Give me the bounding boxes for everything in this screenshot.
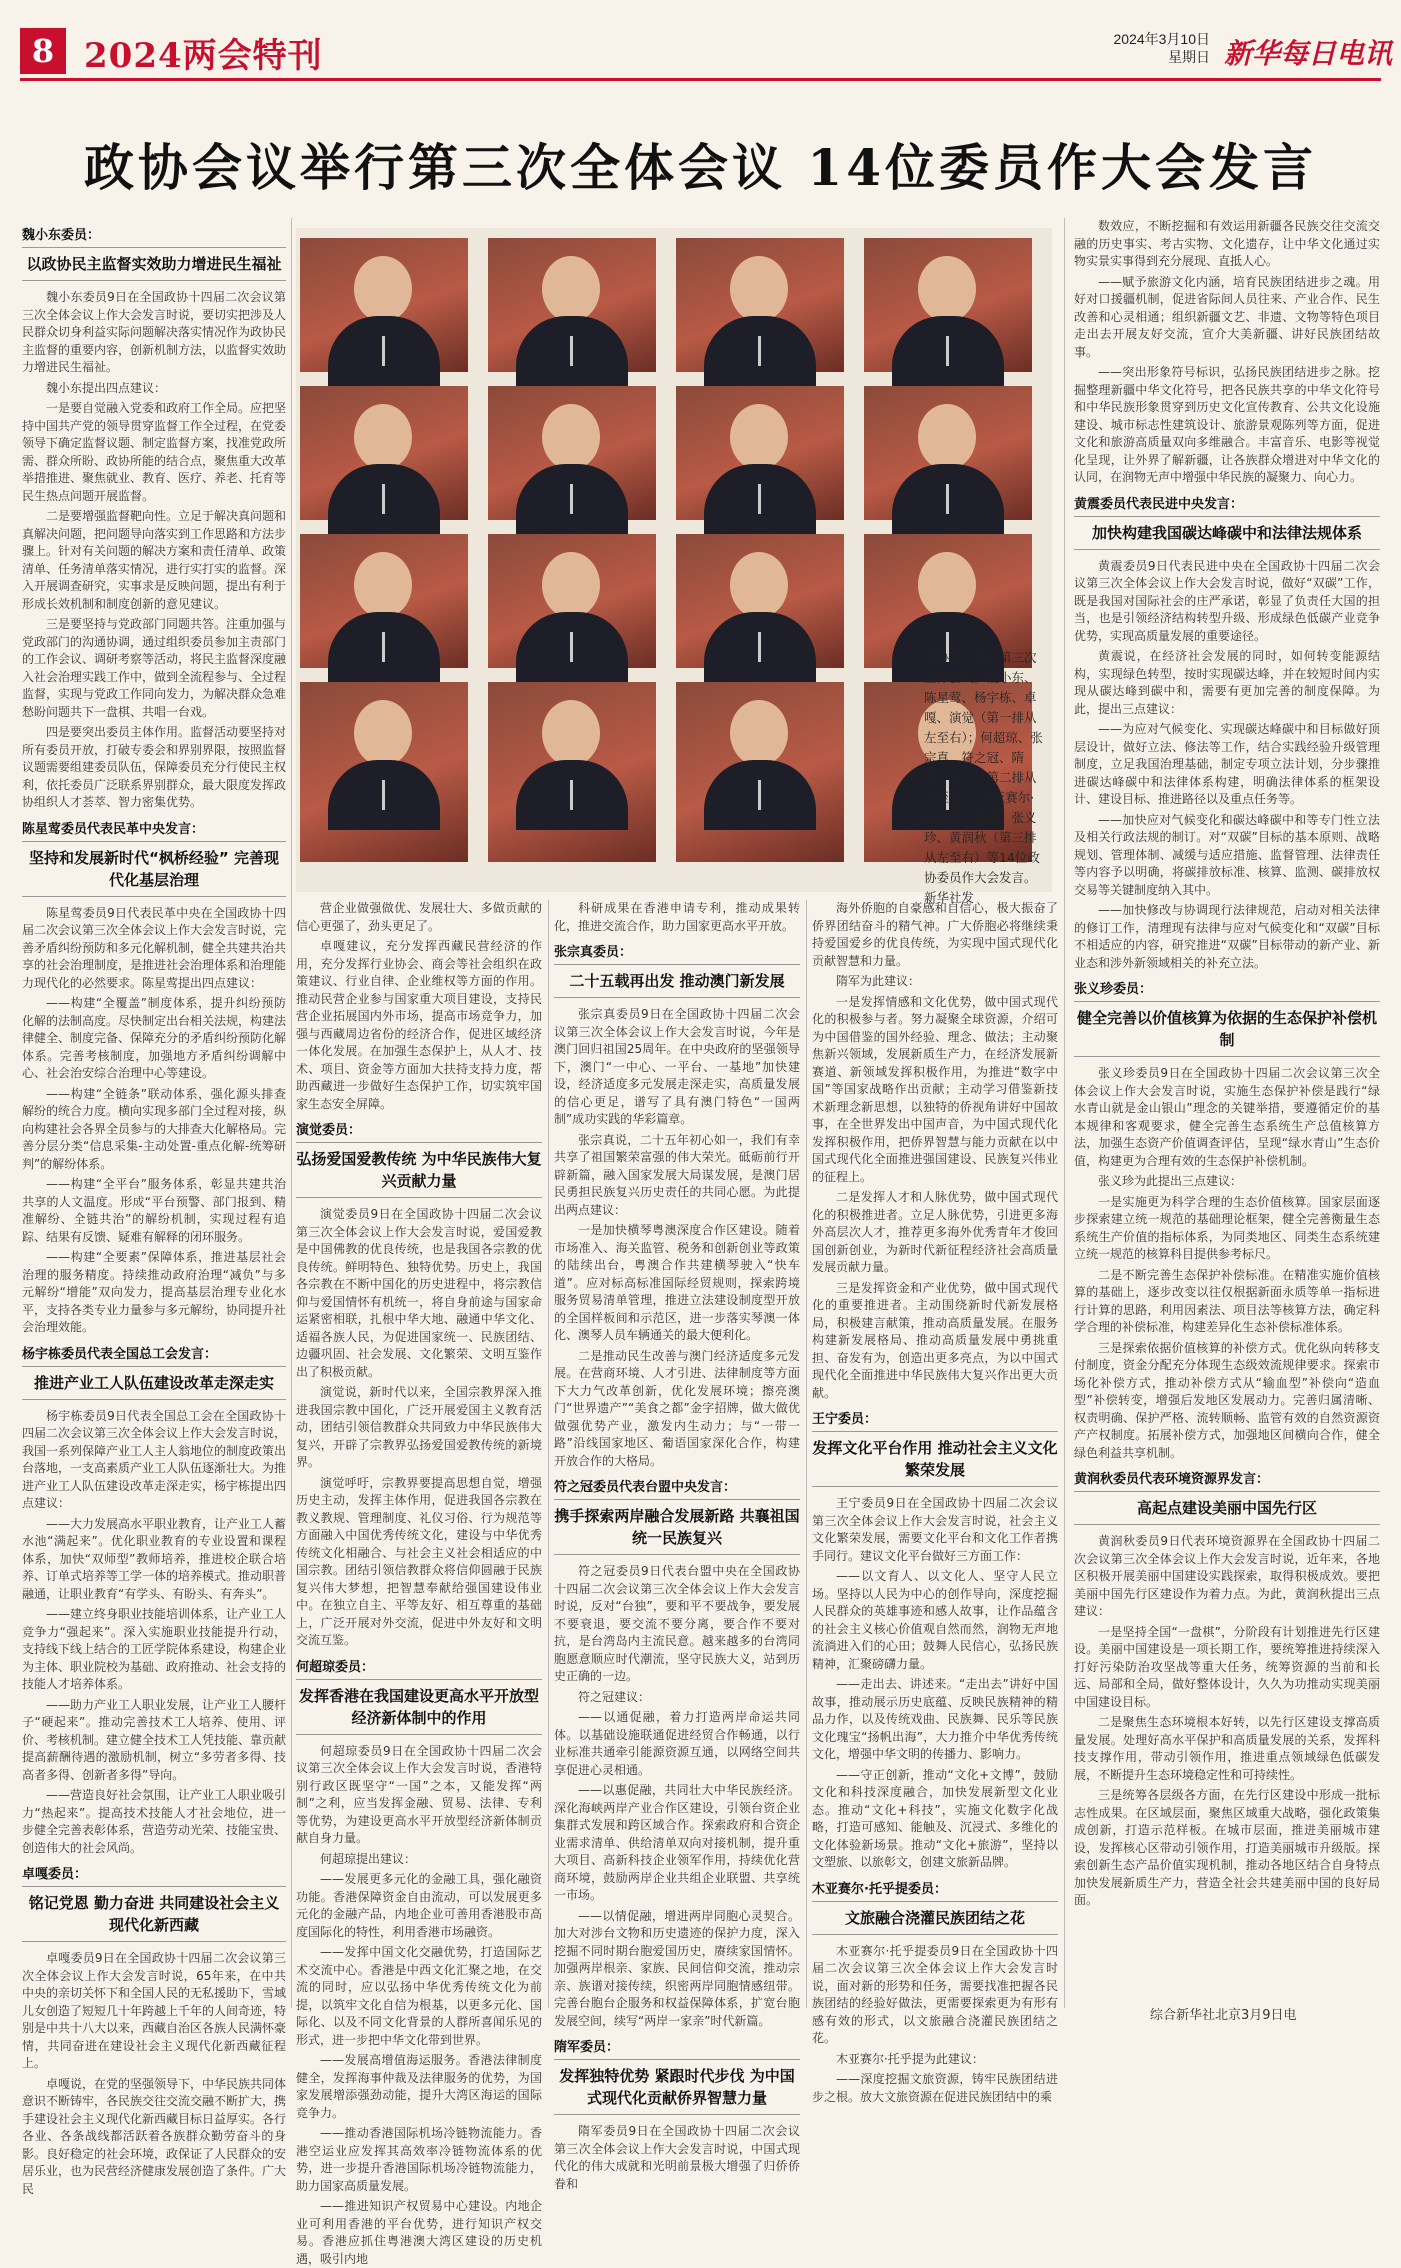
speaker-name: 杨宇栋委员代表全国总工会发言：: [22, 1346, 218, 1362]
article-subhead: 推进产业工人队伍建设改革走深走实: [22, 1366, 286, 1400]
column-1: [22, 218, 287, 2196]
speaker-name: 魏小东委员：: [22, 228, 101, 243]
speaker-photo: [300, 682, 468, 862]
speaker-photo: [300, 386, 468, 520]
date-block: [1100, 30, 1210, 66]
body-paragraph: ——发展高增值海运服务。香港法律制度健全，发挥海事仲裁及法律服务的优势，为国家发展增添强劲动能，提升大湾区海运的国际竞争力。: [296, 2053, 542, 2120]
body-paragraph: ——加快应对气候变化和碳达峰碳中和等专门性立法及相关行政法规的制订。对“双碳”目标的基本原则、战略规划、管理体制、减缓与适应措施、监督管理、法律责任等内容予以明确，将碳排放标准、核算、监测、碳排放权交易等关键制度纳入其中。: [1074, 812, 1380, 897]
body-paragraph: 隋军为此建议：: [836, 974, 921, 988]
body-paragraph: ——构建“全要素”保障体系，推进基层社会治理的服务精度。持续推动政府治理“减负”与多元解纷“增能”双向发力，提高基层治理专业化水平，支持各类专业力量参与多元解纷，协同提升社会治理效能。: [22, 1250, 287, 1334]
article-subhead: 文旅融合浇灌民族团结之花: [812, 1901, 1058, 1935]
speaker-name: 演觉委员：: [296, 1123, 362, 1138]
body-paragraph: 张宗真说，二十五年初心如一，我们有幸共享了祖国繁荣富强的伟大荣光。砥砺前行开辟新篇，融入国家发展大局谋发展，是澳门居民勇担民族复兴历史责任的共同心愿。为此提出两点建议：: [554, 1132, 800, 1217]
body-paragraph: ——发挥中国文化交融优势，打造国际艺术交流中心。香港是中西文化汇聚之地，在交流的同时，应以弘扬中华优秀传统文化为前提，以筑牢文化自信为根基，以更多元化、国际化、以及不同文化背景的人群所喜闻乐见的形式，进一步把中华文化带到世界。: [296, 1945, 542, 2047]
column-divider: [1064, 218, 1065, 2008]
body-paragraph: 一是要自觉融入党委和政府工作全局。应把坚持中国共产党的领导贯穿监督工作全过程，在党委领导下确定监督议题、制定监督方案，找准党政所需、群众所盼、政协所能的结合点，聚焦重大改革举措推进、聚焦就业、教育、医疗、养老、托育等民生热点问题开展监督。: [22, 401, 287, 503]
column-4: [812, 900, 1058, 2104]
body-paragraph: 魏小东提出四点建议：: [46, 380, 167, 395]
body-paragraph: ——推进知识产权贸易中心建设。内地企业可利用香港的平台优势，进行知识产权交易。香港应抓住粤港澳大湾区建设的历史机遇，吸引内地: [296, 2199, 542, 2266]
body-paragraph: ——大力发展高水平职业教育，让产业工人蓄水池“满起来”。优化职业教育的专业设置和课程体系，加快“双师型”教师培养，推进校企联合培养、订单式培养等工学一体的培养模式。推动职普融通，让职业教育“有学头、有盼头、有奔头”。: [22, 1516, 287, 1601]
body-paragraph: ——助力产业工人职业发展，让产业工人腰杆子“硬起来”。推动完善技术工人培养、使用、评价、考核机制。建立健全技术工人凭技能、靠贡献提高薪酬待遇的激励机制，树立“多劳者多得、技高者多得、创新者多得”导向。: [22, 1697, 287, 1782]
body-paragraph: ——赋予旅游文化内涵，培育民族团结进步之魂。用好对口援疆机制，促进省际间人员往来、产业合作、民生改善和心灵相通；组织新疆文艺、非遗、文物等特色项目走出去开展友好交流，宣介大美新疆、讲好民族团结故事。: [1074, 274, 1380, 359]
article-subhead: 健全完善以价值核算为依据的生态保护补偿机制: [1074, 1001, 1380, 1057]
photo-caption: 政协会议举行第三次全体会议。魏小东、陈星莺、杨宇栋、卓嘎、演觉（第一排从左至右）；何超琼、张宗真、符之冠、隋军、王宁（第二排从左至右）；木亚赛尔·托乎提、黄震、张义珍、黄润秋（第三排从左至右）等14位政协委员作大会发言。 新华社发: [924, 650, 1043, 905]
speaker-photo: [864, 386, 1032, 520]
body-paragraph: ——营造良好社会氛围，让产业工人职业吸引力“热起来”。提高技术技能人才社会地位，进一步健全完善表彰体系，营造劳动光荣、技能宝贵、创造伟大的社会风尚。: [22, 1788, 287, 1855]
body-paragraph: 黄震说，在经济社会发展的同时，如何转变能源结构，实现绿色转型，按时实现碳达峰，并在较短时间内实现从碳达峰到碳中和，需要有更加完善的制度保障。为此，提出三点建议：: [1074, 649, 1380, 716]
speaker-photo: [676, 238, 844, 372]
body-paragraph: ——走出去、讲述来。“走出去”讲好中国故事，推动展示历史底蕴、反映民族精神的精品力作，以及传统戏曲、民族舞、民乐等民族文化瑰宝“扬帆出海”，大力推介中华优秀传统文化，增强中华文明的传播力、影响力。: [812, 1677, 1058, 1761]
article-subhead: 发挥香港在我国建设更高水平开放型经济新体制中的作用: [296, 1679, 542, 1735]
speaker-name: 黄润秋委员代表环境资源界发言：: [1074, 1472, 1270, 1487]
body-paragraph: 张宗真委员9日在全国政协十四届二次会议第三次全体会议上作大会发言时说，今年是澳门回归祖国25周年。在中央政府的坚强领导下，澳门“一中心、一平台、一基地”加快建设，经济适度多元发展走深走实，高质量发展的信心更足，谱写了具有澳门特色“一国两制”成功实践的华彩篇章。: [554, 1007, 800, 1126]
speaker-name: 张宗真委员：: [554, 945, 633, 960]
speaker-photo: [488, 534, 656, 668]
speaker-photo: [676, 682, 844, 862]
body-paragraph: 张义珍为此提出三点建议：: [1098, 1174, 1243, 1188]
body-paragraph: 黄润秋委员9日代表环境资源界在全国政协十四届二次会议第三次全体会议上作大会发言时说，近年来，各地区积极开展美丽中国建设实践探索，取得积极成效。要把美丽中国先行区建设作为着力点。为此，黄润秋提出三点建议：: [1074, 1534, 1380, 1618]
article-subhead: 弘扬爱国爱教传统 为中华民族伟大复兴贡献力量: [296, 1142, 542, 1198]
body-paragraph: 三是发挥资金和产业优势，做中国式现代化的重要推进者。主动围绕新时代新发展格局，积极建言献策，推动高质量发展。在服务构建新发展格局、推动高质量发展中勇挑重担、奋发有为，创造出更多亮点，为以中国式现代化全面推进中华民族伟大复兴作出更大贡献。: [812, 1280, 1058, 1400]
body-paragraph: 符之冠建议：: [578, 1689, 651, 1704]
body-paragraph: 黄震委员9日代表民进中央在全国政协十四届二次会议第三次全体会议上作大会发言时说，做好“双碳”工作，既是我国对国际社会的庄严承诺，彰显了负责任大国的担当，也是引领经济结构转型升级、形成绿色低碳产业竞争优势，实现高质量发展的重要途径。: [1074, 558, 1380, 643]
article-subhead: 坚持和发展新时代“枫桥经验” 完善现代化基层治理: [22, 841, 286, 897]
article-subhead: 发挥文化平台作用 推动社会主义文化繁荣发展: [812, 1431, 1058, 1487]
article-subhead: 高起点建设美丽中国先行区: [1074, 1491, 1380, 1525]
body-paragraph: 陈星莺委员9日代表民革中央在全国政协十四届二次会议第三次全体会议上作大会发言时说，完善矛盾纠纷预防和多元化解机制，健全共建共治共享的社会治理制度，是推进社会治理体系和治理能力现代化的必然要求。陈星莺提出四点建议：: [22, 905, 287, 990]
body-paragraph: 魏小东委员9日在全国政协十四届二次会议第三次全体会议上作大会发言时说，要切实把涉及人民群众切身利益实际问题解决落实情况作为政协民主监督的重要内容，创新机制方法，以监督实效助力增进民生福祉。: [22, 290, 287, 374]
body-paragraph: ——以文育人、以文化人、坚守人民立场。坚持以人民为中心的创作导向，深度挖掘人民群众的英雄事迹和感人故事，让作品蕴含的社会主义核心价值观自然而然，润物无声地流淌进入们的心田；鼓舞人民信心，弘扬民族精神，汇聚磅礴力量。: [812, 1569, 1058, 1671]
body-paragraph: ——构建“全平台”服务体系，彰显共建共治共享的人文温度。形成“平台预警、部门报到、精准解纷、全链共治”的解纷机制，实现过程有追踪、结果有反馈、疑难有解释的闭环服务。: [22, 1177, 286, 1244]
body-paragraph: 科研成果在香港申请专利，推动成果转化，推进交流合作，助力国家更高水平开放。: [554, 901, 800, 933]
speaker-name: 隋军委员：: [554, 2040, 620, 2055]
body-paragraph: 二是不断完善生态保护补偿标准。在精准实施价值核算的基础上，逐步改变以往仅根据新面永质等单一指标进行计算的思路，利用因素法、项目法等核算方法，确定科学合理的补偿标准，构建差异化生态补偿标准体系。: [1074, 1267, 1380, 1334]
article-subhead: 铭记党恩 勤力奋进 共同建设社会主义现代化新西藏: [22, 1886, 286, 1942]
body-paragraph: 二是发挥人才和人脉优势，做中国式现代化的积极推进者。立足人脉优势，引进更多海外高层次人才，推荐更多海外优秀青年才俊回国创新创业，为新时代新征程经济社会高质量发展贡献力量。: [812, 1190, 1058, 1274]
body-paragraph: ——以情促融，增进两岸同胞心灵契合。加大对涉台文物和历史遗迹的保护力度，深入挖掘不同时期台胞爱国历史，赓续家国情怀。加强两岸根亲、家族、民间信仰交流，推动宗亲、族谱对接传续，织密两岸同胞情感纽带。完善台胞台企服务和权益保障体系，扩宽台胞发展空间，续写“两岸一家亲”时代新篇。: [554, 1908, 800, 2028]
body-paragraph: ——为应对气候变化、实现碳达峰碳中和目标做好顶层设计，做好立法、修法等工作，结合实践经验升级管理制度，立足我国治理基础，制定专项立法计划，分步骤推进碳达峰碳中和法律体系构建，明确法律体系的框架设计、建设目标、推进路径以及重点任务等。: [1074, 722, 1380, 806]
body-paragraph: 一是实施更为科学合理的生态价值核算。国家层面逐步探索建立统一规范的基础理论框架，健全完善衡量生态系统生产价值的指标体系，为同类地区、同类生态系统建立统一规范的核算科目提供参考标尺。: [1074, 1194, 1380, 1261]
speaker-photo: [300, 238, 468, 372]
body-paragraph: ——突出形象符号标识，弘扬民族团结进步之脉。挖掘整理新疆中华文化符号，把各民族共享的中华文化符号和中华民族形象贯穿到历史文化宣传教育、公共文化设施建设、城市标志性建筑设计、旅游景观陈列等方面，促进文化和旅游高质量双向多维融合。丰富音乐、电影等视觉化呈现，让外界了解新疆，让各族群众增进对中华文化的认同，在润物无声中增强中华民族的凝聚力、向心力。: [1074, 365, 1380, 484]
speaker-name: 木亚赛尔·托乎提委员：: [812, 1881, 947, 1897]
section-title: 2024两会特刊: [84, 36, 323, 76]
body-paragraph: 一是发挥情感和文化优势，做中国式现代化的积极参与者。努力凝聚全球资源，介绍可为中国借鉴的国外经验、理念、做法；主动聚焦新兴领域，发展新质生产力，在经济发展新赛道、新领域发挥积极作用，为推进“数字中国”等国家战略作出贡献；主动学习借鉴新技术新理念新思想，以独特的侨视角讲好中国故事，在全世界发出中国声音，为中国式现代化发挥积极作用，把侨界智慧与能力贡献在以中国式现代化全面推进强国建设、民族复兴伟业的征程上。: [812, 994, 1058, 1184]
body-paragraph: 王宁委员9日在全国政协十四届二次会议第三次全体会议上作大会发言时说，社会主义文化繁荣发展，需要文化平台和文化工作者携手同行。建议文化平台做好三方面工作：: [812, 1496, 1058, 1563]
body-paragraph: ——深度挖掘文旅资源，铸牢民族团结进步之根。放大文旅资源在促进民族团结中的乘: [812, 2072, 1058, 2104]
body-paragraph: 符之冠委员9日代表台盟中央在全国政协十四届二次会议第三次全体会议上作大会发言时说，反对“台独”，要和平不要战争，要发展不要衰退，要交流不要分离，要合作不要对抗，是台湾岛内主流民意。越来越多的台湾同胞愿意顺应时代潮流，坚守民族大义，站到历史正确的一边。: [554, 1564, 800, 1683]
body-paragraph: 二是推动民生改善与澳门经济适度多元发展。在营商环境、人才引进、法律制度等方面下大力气改革创新，优化发展环境；擦亮澳门“世界遗产”“美食之都”金字招牌，做大做优做强优势产业，激发内生动力；与“一带一路”沿线国家地区、葡语国家深化合作，构建开放合作的大格局。: [554, 1348, 800, 1468]
body-paragraph: 张义珍委员9日在全国政协十四届二次会议第三次全体会议上作大会发言时说，实施生态保护补偿是践行“绿水青山就是金山银山”理念的关键举措，要遵循定价的基本规律和客观要求，健全完善生态系统生产总值核算方法，加强生态资产价值调查评估，呈现“绿水青山”生态价值，构建更为合理有效的生态保护补偿机制。: [1074, 1066, 1380, 1168]
speaker-photo: [488, 386, 656, 520]
body-paragraph: 何超琼委员9日在全国政协十四届二次会议第三次全体会议上作大会发言时说，香港特别行政区既坚守“一国”之本，又能发挥“两制”之利，应当发挥金融、贸易、法律、专利等优势，为建设更高水平开放型经济新体制贡献自身力量。: [296, 1743, 542, 1845]
issue-weekday: 星期日: [1168, 49, 1210, 65]
body-paragraph: 四是要突出委员主体作用。监督活动要坚持对所有委员开放，打破专委会和界别界限，按照监督议题需要组建委员队伍，保障委员充分行使民主权利，依托委员广泛联系界别群众，最大限度发挥政协组织人才荟萃、智力密集优势。: [22, 725, 287, 809]
body-paragraph: ——以通促融，着力打造两岸命运共同体。以基础设施联通促进经贸合作畅通，以行业标准共通牵引能源资源互通，以网络空间共享促进心灵相通。: [554, 1710, 800, 1777]
body-paragraph: 木亚赛尔·托乎提为此建议：: [836, 2051, 984, 2066]
body-paragraph: 数效应，不断挖掘和有效运用新疆各民族交往交流交融的历史事实、考古实物、文化遗存，让中华文化通过实物实景实事得到充分展现、直抵人心。: [1074, 219, 1380, 268]
body-paragraph: 演觉说，新时代以来，全国宗教界深入推进我国宗教中国化，广泛开展爱国主义教育活动，团结引领信教群众共同致力中华民族伟大复兴，开辟了宗教界弘扬爱国爱教传统的新境界。: [296, 1385, 542, 1469]
body-paragraph: ——加快修改与协调现行法律规范，启动对相关法律的修订工作，清理现有法律与应对气候变化和“双碳”目标不相适应的内容，研究推进“双碳”目标带动的新产业、新业态和涉外新领域相关的补充立法。: [1074, 903, 1380, 970]
speaker-name: 张义珍委员：: [1074, 982, 1153, 997]
main-headline: 政协会议举行第三次全体会议 14位委员作大会发言: [84, 138, 1317, 197]
body-paragraph: 隋军委员9日在全国政协十四届二次会议第三次全体会议上作大会发言时说，中国式现代化的伟大成就和光明前景极大增强了归侨侨眷和: [554, 2124, 800, 2191]
speaker-name: 王宁委员：: [812, 1412, 878, 1427]
body-paragraph: ——构建“全链条”联动体系，强化源头排查解纷的统合力度。横向实现多部门全过程对接，纵向构建社会各界全员参与的大排查大化解格局。完善分层分类“信息采集-主动处置-重点化解-统筹研判”的解纷体系。: [22, 1086, 287, 1171]
body-paragraph: 杨宇栋委员9日代表全国总工会在全国政协十四届二次会议第三次全体会议上作大会发言时说，我国一系列保障产业工人主人翁地位的制度政策出台落地，一支高素质产业工人队伍逐渐壮大。为推进产业工人队伍建设改革走深走实，杨宇栋提出四点建议：: [22, 1408, 287, 1510]
speaker-name: 卓嘎委员：: [22, 1867, 88, 1882]
body-paragraph: 三是要坚持与党政部门同题共答。注重加强与党政部门的沟通协调，通过组织委员参加主责部门的工作会议、调研考察等活动，将民主监督深度融入社会治理实践工作中，做到全流程参与、全过程监督，实现与党政工作同向发力，为解决群众急难愁盼问题共下一盘棋、共唱一台戏。: [22, 617, 287, 719]
speaker-photo: [676, 534, 844, 668]
page-header: [0, 0, 1401, 80]
body-paragraph: 二是要增强监督靶向性。立足于解决真问题和真解决问题，把问题导向落实到工作思路和方法步骤上。针对有关问题的解决方案和责任清单、政策清单、任务清单落实情况，进行实打实的监督。深入开展调查研究，实事求是反映问题，提出有利于形成长效机制和制度创新的意见建议。: [22, 509, 287, 611]
body-paragraph: 木亚赛尔·托乎提委员9日在全国政协十四届二次会议第三次全体会议上作大会发言时说，面对新的形势和任务，需要找准把握各民族团结的经验好做法，更需要探索更为有形有感有效的形式，以文旅融合浇灌民族团结之花。: [812, 1943, 1058, 2045]
speaker-name: 符之冠委员代表台盟中央发言：: [554, 1480, 737, 1495]
issue-date: 2024年3月10日: [1113, 31, 1210, 47]
header-divider: [20, 78, 1381, 81]
column-divider: [806, 900, 807, 2008]
article-subhead: 以政协民主监督实效助力增进民生福祉: [22, 247, 286, 281]
body-paragraph: 演觉委员9日在全国政协十四届二次会议第三次全体会议上作大会发言时说，爱国爱教是中国佛教的优良传统，也是我国各宗教的优良传统。鲜明特色、独特优势。历史上，我国各宗教在不断中国化的历史进程中，将宗教信仰与爱国情怀有机统一，将自身前途与国家命运紧密相联，扎根中华大地、融通中华文化、适福各族人民，为促进国家统一、民族团结、边疆巩固、社会发展、文化繁荣、文明互鉴作出了积极贡献。: [296, 1207, 542, 1379]
speaker-name: 黄震委员代表民进中央发言：: [1074, 496, 1244, 512]
speaker-name: 陈星莺委员代表民革中央发言：: [22, 821, 205, 837]
article-subhead: 加快构建我国碳达峰碳中和法律法规体系: [1074, 516, 1380, 550]
article-subhead: 携手探索两岸融合发展新路 共襄祖国统一民族复兴: [554, 1499, 800, 1555]
body-paragraph: 卓嘎说，在党的坚强领导下，中华民族共同体意识不断铸牢，各民族交往交流交融不断扩大，携手建设社会主义现代化新西藏目标日益厚实。各行各业、各条战线都活跃着各族群众勤劳奋斗的身影。良好稳定的社会环境，政保证了人民群众的安居乐业，也为民营经济健康发展创造了条件。广大民: [22, 2076, 287, 2196]
body-paragraph: 海外侨胞的自豪感和自信心，极大振奋了侨界团结奋斗的精气神。广大侨胞必将继续秉持爱国爱乡的优良传统，为实现中国式现代化贡献智慧和力量。: [812, 901, 1058, 968]
body-paragraph: ——推动香港国际机场冷链物流能力。香港空运业应发挥其高效率冷链物流体系的优势，进一步提升香港国际机场冷链物流能力，助力国家高质量发展。: [296, 2126, 542, 2193]
body-paragraph: 卓嘎建议，充分发挥西藏民营经济的作用，充分发挥行业协会、商会等社会组织在政策建议、行业自律、企业维权等方面的作用。推动民营企业参与国家重大项目建设，支持民营企业拓展国内外市场，提高市场竞争力，加强与西藏周边省份的经济合作，促进区域经济一体化发展。在加强生态保护上，从人才、技术、项目、资金等方面加大扶持支持力度，帮助西藏进一步做好生态保护工作，切实筑牢国家生态安全屏障。: [296, 939, 542, 1111]
speaker-photo: [676, 386, 844, 520]
column-divider: [548, 900, 549, 2008]
body-paragraph: 二是聚焦生态环境根本好转，以先行区建设支撑高质量发展。处理好高水平保护和高质量发展的关系，发挥科技支撑作用，带动引领作用，推进重点领域绿色低碳发展，不断提升生态环境稳定性和可持续性。: [1074, 1715, 1380, 1782]
body-paragraph: 一是坚持全国“一盘棋”，分阶段有计划推进先行区建设。美丽中国建设是一项长期工作，要统筹推进持续深入打好污染防治攻坚战等重大任务，统筹资源的当前和长远、局部和全局，做好整体设计，久久为功推动实现美丽中国建设目标。: [1074, 1624, 1380, 1709]
article-subhead: 发挥独特优势 紧跟时代步伐 为中国式现代化贡献侨界智慧力量: [554, 2059, 800, 2115]
masthead-logo: 新华每日电讯: [1224, 37, 1393, 70]
body-paragraph: 演觉呼吁，宗教界要提高思想自觉，增强历史主动，发挥主体作用，促进我国各宗教在教义教规、管理制度、礼仪习俗、行为规范等方面融入中国优秀传统文化，建设与中华优秀传统文化相融合、与社会主义社会相适应的中国宗教。团结引领信教群众将信仰圆融于民族复兴伟大梦想，把智慧奉献给强国建设伟业中。在独立自主、平等友好、相互尊重的基础上，广泛开展对外交流，促进中外友好和文明交流互鉴。: [296, 1475, 542, 1647]
speaker-photo: [488, 682, 656, 862]
speaker-photo: [300, 534, 468, 668]
body-paragraph: 营企业做强做优、发展壮大、多做贡献的信心更强了，劲头更足了。: [296, 901, 542, 933]
body-paragraph: ——以惠促融，共同壮大中华民族经济。深化海峡两岸产业合作区建设，引领台资企业集群式发展和跨区域合作。探索政府和合资企业需求清单、供给清单双向对接机制，提升重大项目、高新科技企业领军作用，持续优化营商环境，鼓励两岸企业共组企业联盟、共享统一市场。: [554, 1783, 800, 1902]
body-paragraph: ——守正创新，推动“文化+文博”，鼓励文化和科技深度融合，加快发展新型文化业态。推动“文化+科技”，实施文化数字化战略，打造可感知、能触及、沉浸式、多维化的文化体验新场景。推动“文化+旅游”，坚持以文塑旅、以旅彰文，创建文旅新品牌。: [812, 1767, 1058, 1869]
dateline: 综合新华社北京3月9日电: [1150, 2008, 1297, 2023]
column-5: [1074, 218, 1380, 1998]
body-paragraph: 一是加快横琴粤澳深度合作区建设。随着市场准入、海关监管、税务和创新创业等政策的陆续出台，粤澳合作共建横琴驶入“快车道”。应对标高标准国际经贸规则，探索跨境服务贸易清单管理，推进立法建设制度型开放的全国样板间和示范区，进一步落实琴澳一体化、澳琴人员车辆通关的最大便利化。: [554, 1223, 800, 1342]
speaker-name: 何超琼委员：: [296, 1659, 375, 1675]
body-paragraph: ——构建“全覆盖”制度体系，提升纠纷预防化解的法制高度。尽快制定出台相关法规，构建法律健全、制度完备、保障充分的矛盾纠纷预防化解体系。完善考核制度，加强地方矛盾纠纷调解中心、社会治安综合治理中心等建设。: [22, 996, 287, 1080]
body-paragraph: 三是探索依据价值核算的补偿方式。优化纵向转移支付制度，资金分配充分体现生态级效流规律要求。探索市场化补偿方式，推动补偿方式从“输血型”补偿向“造血型”补偿转变，增强后发地区发展动力。完善归属清晰、权责明确、保护严格、流转顺畅、监管有效的自然资源资产产权制度。拓展补偿方式，加强地区间横向合作，健全绿色利益共享机制。: [1074, 1340, 1380, 1460]
body-paragraph: 三是统筹各层级各方面，在先行区建设中形成一批标志性成果。在区域层面，聚焦区域重大战略，强化政策集成创新，打造示范样板。在城市层面，推进美丽城市建设，发挥核心区带动引领作用，打造美丽城市升级版。探索创新生态产品价值实现机制，推动各地区结合自身特点加快发展新质生产力，营造全社会共建美丽中国的良好局面。: [1074, 1788, 1380, 1907]
speaker-photo: [488, 238, 656, 372]
article-subhead: 二十五载再出发 推动澳门新发展: [554, 964, 800, 998]
body-paragraph: 卓嘎委员9日在全国政协十四届二次会议第三次全体会议上作大会发言时说，65年来，在中共中央的亲切关怀下和全国人民的无私援助下，雪域儿女创造了短短几十年跨越上千年的人间奇迹，特别是中共十八大以来，西藏自治区各族人民满怀豪情，共同奋进在建设社会主义现代化新西藏征程上。: [22, 1951, 287, 2070]
body-paragraph: ——发展更多元化的金融工具，强化融资功能。香港保障资金自由流动，可以发展更多元化的金融产品，内地企业可善用香港股市高度国际化的特性，利用香港市场融资。: [296, 1872, 542, 1939]
body-paragraph: ——建立终身职业技能培训体系，让产业工人竞争力“强起来”。深入实施职业技能提升行动，支持线下线上结合的工匠学院体系建设，构建企业为主体、职业院校为基础、政府推动、社会支持的技能人才培养体系。: [22, 1607, 287, 1691]
speaker-photo: [864, 238, 1032, 372]
body-paragraph: 何超琼提出建议：: [320, 1851, 417, 1866]
column-3: [554, 900, 800, 2191]
column-2: [296, 900, 542, 2266]
page-number: 8: [20, 28, 66, 74]
column-divider: [291, 218, 292, 2008]
